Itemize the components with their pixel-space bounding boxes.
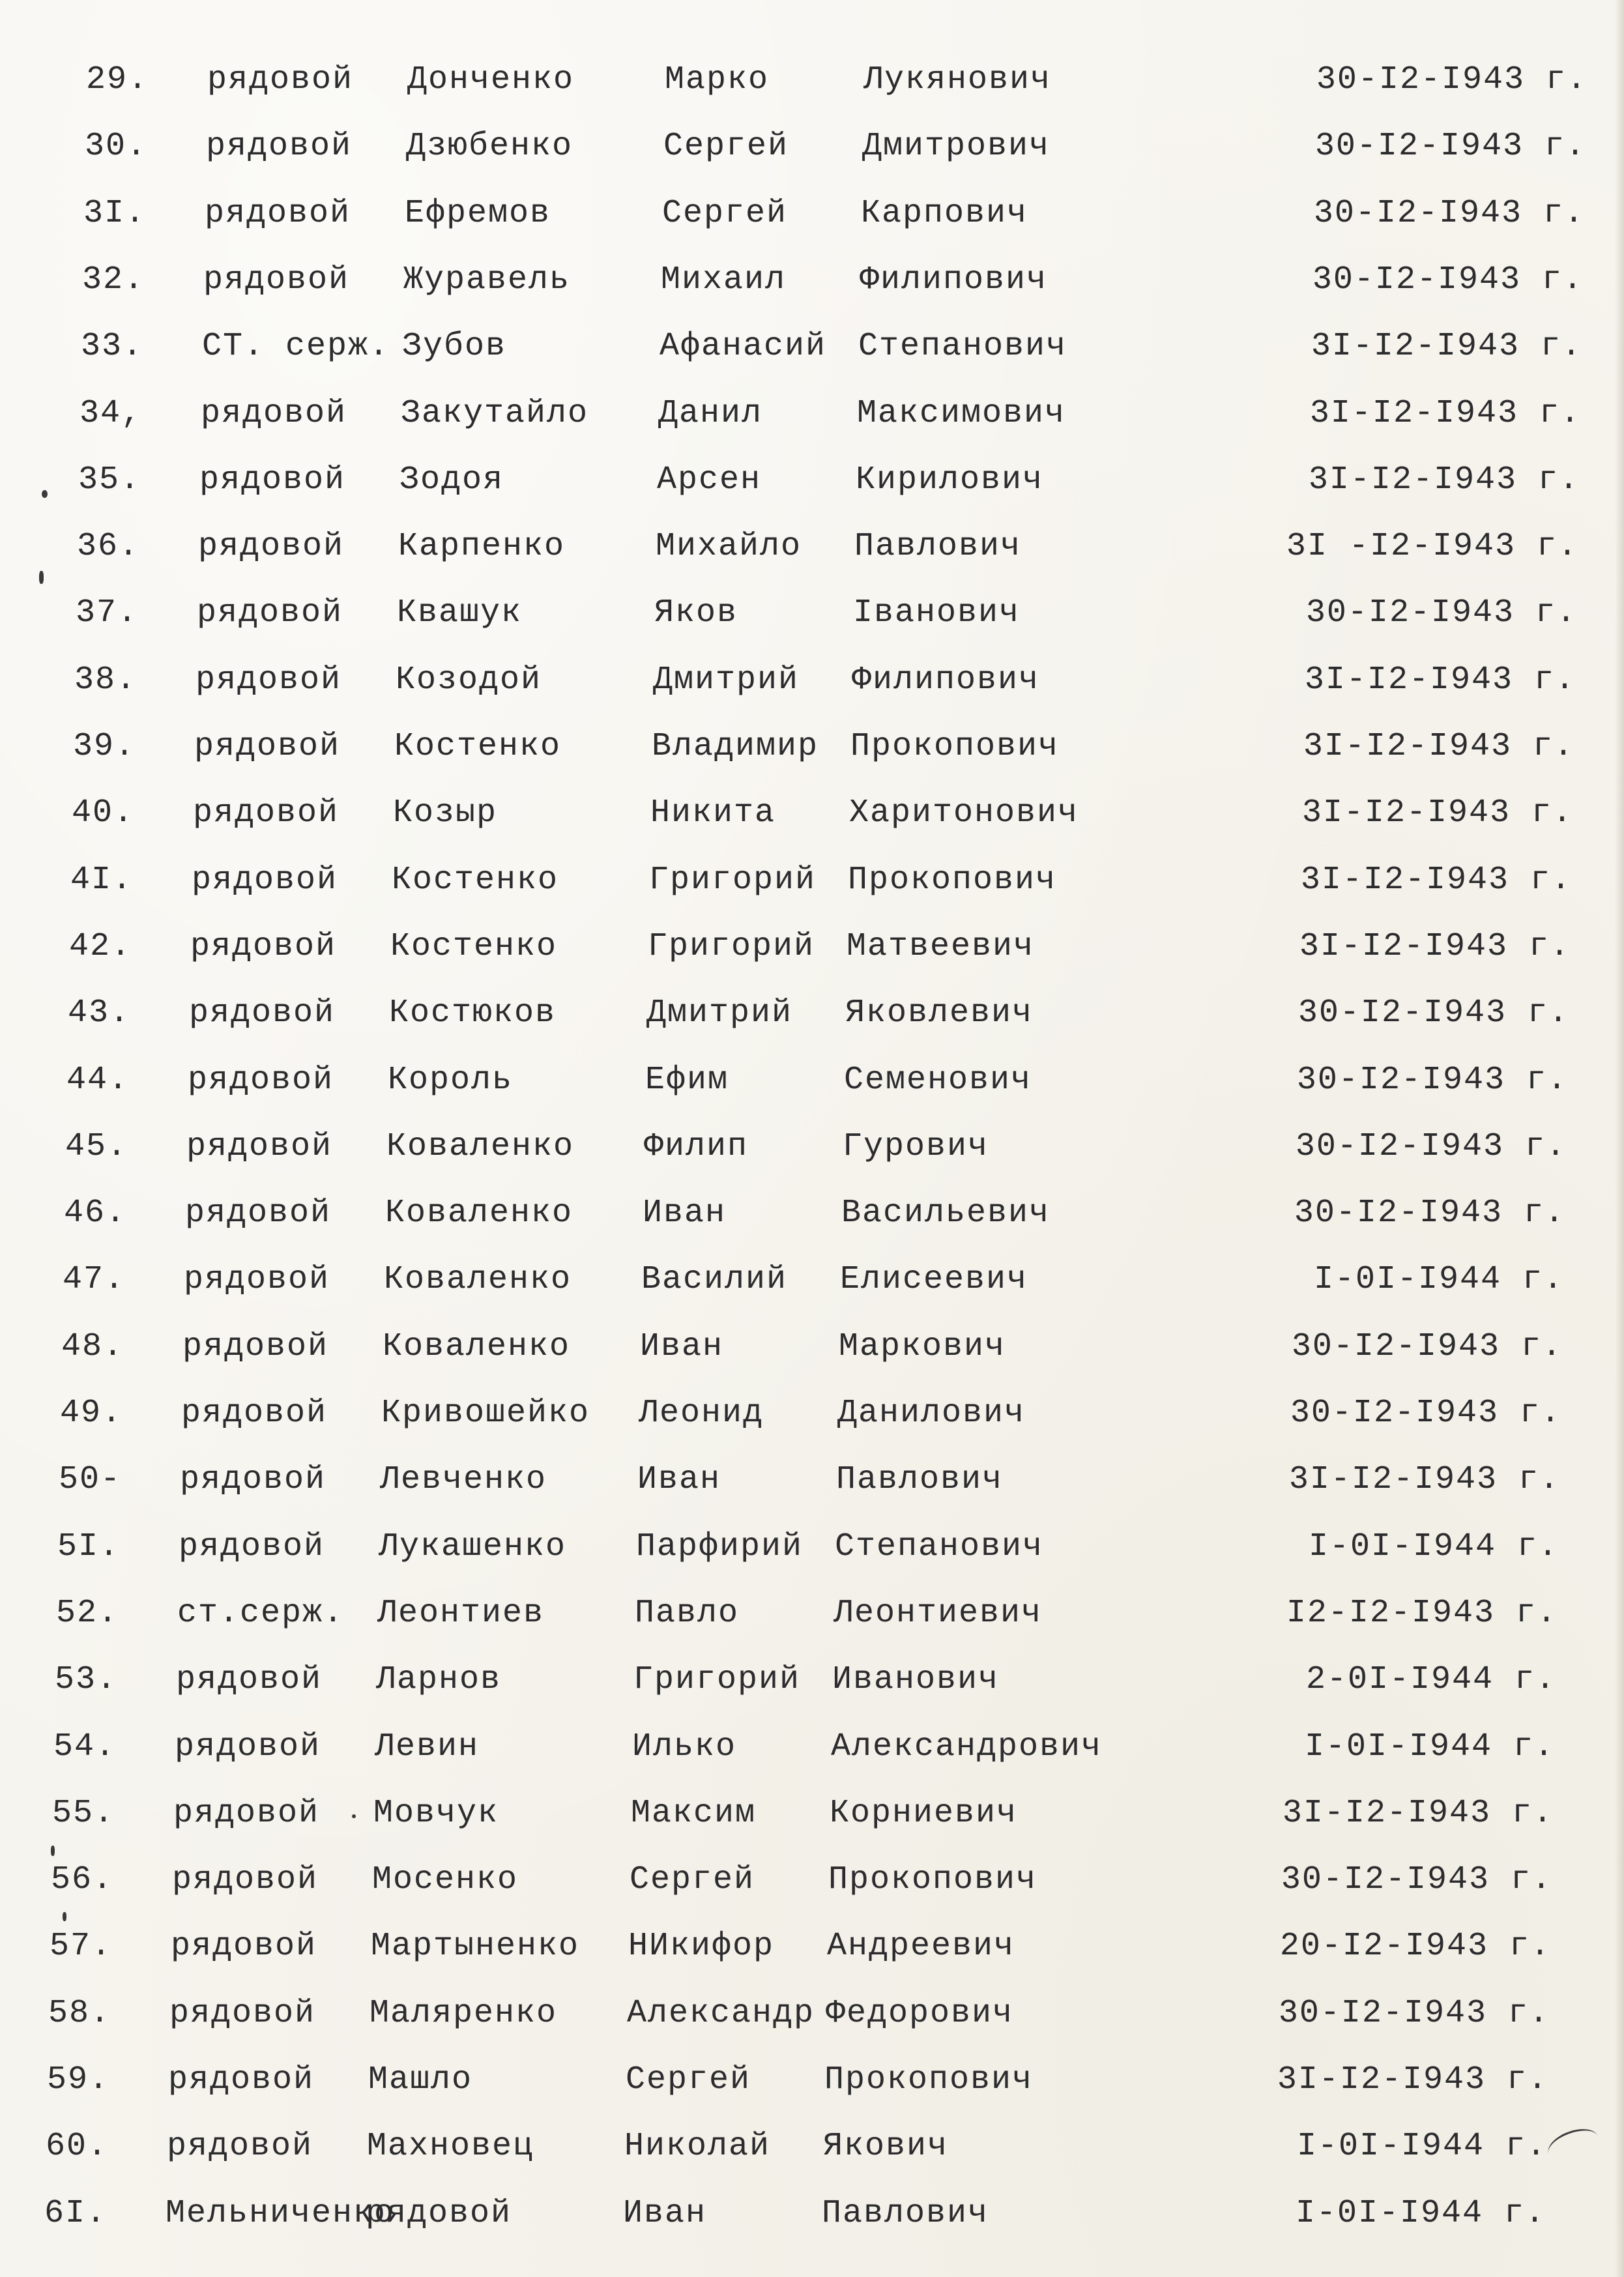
- surname: Карпенко: [398, 528, 566, 566]
- list-row: [0, 1851, 1589, 1909]
- surname: Донченко: [407, 61, 575, 98]
- patronymic: Лукянович: [863, 61, 1052, 98]
- surname: Коваленко: [384, 1261, 572, 1299]
- patronymic: Матвеевич: [847, 927, 1035, 965]
- first-name: Никита: [650, 794, 776, 832]
- row-number: 45.: [65, 1127, 128, 1165]
- date: 3I-I2-I943 г.: [1309, 394, 1581, 432]
- first-name: Павло: [635, 1594, 740, 1632]
- patronymic: Федорович: [826, 1994, 1014, 2032]
- list-row: [0, 1451, 1597, 1509]
- list-row: [0, 784, 1610, 843]
- surname: Костенко: [390, 927, 558, 965]
- first-name: Иван: [640, 1327, 724, 1365]
- row-number: 58.: [48, 1994, 111, 2032]
- first-name: Иван: [643, 1195, 727, 1232]
- date: 3I-I2-I943 г.: [1303, 728, 1574, 765]
- ink-speck: [63, 1912, 66, 1921]
- date: 3I-I2-I943 г.: [1282, 1794, 1554, 1832]
- surname: Костенко: [392, 861, 559, 899]
- rank: рядовой: [171, 1928, 317, 1965]
- list-row: [0, 384, 1617, 443]
- surname: Кривошейко: [381, 1395, 590, 1432]
- surname: Махновец: [367, 2128, 534, 2166]
- row-number: 52.: [56, 1594, 119, 1632]
- row-number: 48.: [61, 1327, 124, 1365]
- patronymic: Леонтиевич: [834, 1594, 1043, 1632]
- patronymic: Прокопович: [848, 861, 1057, 899]
- patronymic: Корниевич: [830, 1794, 1018, 1832]
- surname: Ларнов: [376, 1661, 502, 1699]
- row-number: 50-: [59, 1461, 122, 1499]
- surname: Мовчук: [373, 1794, 499, 1832]
- patronymic: Александрович: [831, 1728, 1103, 1765]
- list-row: [0, 851, 1608, 910]
- list-row: [0, 651, 1612, 710]
- list-row: [0, 1318, 1599, 1376]
- row-number: 32.: [82, 261, 145, 298]
- rank: рядовой: [184, 1261, 330, 1299]
- patronymic: Павлович: [822, 2194, 989, 2232]
- first-name: Леонид: [639, 1395, 764, 1432]
- first-name: Ефим: [645, 1061, 729, 1099]
- row-number: 55.: [52, 1794, 115, 1832]
- date: 30-I2-I943 г.: [1296, 1061, 1568, 1099]
- patronymic: Харитонович: [849, 794, 1079, 832]
- row-number: 49.: [60, 1395, 123, 1432]
- date: 3I-I2-I943 г.: [1300, 861, 1572, 899]
- row-number: 36.: [77, 528, 140, 566]
- surname: Коваленко: [383, 1327, 571, 1365]
- date: 30-I2-I943 г.: [1278, 1994, 1550, 2032]
- row-number: 47.: [63, 1261, 126, 1299]
- patronymic: Прокопович: [824, 2061, 1034, 2098]
- first-name: Николай: [624, 2128, 771, 2166]
- list-row: [0, 918, 1607, 976]
- list-row: [0, 184, 1621, 243]
- surname: Козодой: [396, 661, 542, 699]
- patronymic: Яковлевич: [845, 994, 1034, 1032]
- list-row: [0, 1118, 1603, 1176]
- rank: рядовой: [185, 1195, 332, 1232]
- surname: Коваленко: [386, 1127, 575, 1165]
- surname: Мартыненко: [371, 1928, 580, 1965]
- row-number: 56.: [51, 1861, 114, 1899]
- first-name: Дмитрий: [653, 661, 800, 699]
- list-row: [0, 1384, 1598, 1443]
- row-number: 33.: [81, 328, 144, 366]
- row-number: 34,: [80, 394, 143, 432]
- row-number: 35.: [78, 461, 141, 499]
- patronymic: Андреевич: [827, 1928, 1015, 1965]
- list-row: [0, 451, 1616, 510]
- surname: Костенко: [394, 728, 562, 765]
- list-row: [0, 251, 1620, 310]
- rank: рядовой: [193, 794, 340, 832]
- date: 3I -I2-I943 г.: [1286, 528, 1578, 566]
- patronymic: Маркович: [839, 1327, 1006, 1365]
- rank: рядовой: [179, 1528, 325, 1565]
- date: 30-I2-I943 г.: [1291, 1327, 1563, 1365]
- surname: Журавель: [403, 261, 571, 298]
- patronymic: Семенович: [844, 1061, 1032, 1099]
- rank: рядовой: [197, 594, 343, 632]
- date: 30-I2-I943 г.: [1312, 261, 1584, 298]
- row-number: 46.: [64, 1195, 127, 1232]
- list-row: [0, 2117, 1584, 2176]
- rank: рядовой: [188, 1061, 334, 1099]
- list-row: [0, 517, 1615, 576]
- patronymic: Данилович: [837, 1395, 1026, 1432]
- date: 30-I2-I943 г.: [1314, 128, 1586, 166]
- surname: Зубов: [402, 328, 507, 366]
- rank: рядовой: [181, 1395, 328, 1432]
- row-number: 60.: [46, 2128, 109, 2166]
- row-number: 5I.: [57, 1528, 121, 1565]
- first-name: Максим: [631, 1794, 757, 1832]
- row-number: 30.: [85, 128, 148, 166]
- rank: рядовой: [176, 1661, 323, 1699]
- ink-speck: [51, 1846, 55, 1856]
- first-name: Парфирий: [636, 1528, 804, 1565]
- first-name: Марко: [665, 61, 770, 98]
- first-name: Данил: [658, 394, 763, 432]
- date: 2-0I-I944 г.: [1305, 1661, 1556, 1699]
- date: 30-I2-I943 г.: [1281, 1861, 1552, 1899]
- first-name: Илько: [632, 1728, 737, 1765]
- row-number: 6I.: [44, 2194, 108, 2232]
- first-name: Иван: [637, 1461, 721, 1499]
- first-name: Арсен: [657, 461, 762, 499]
- first-name: Александр: [627, 1994, 815, 2032]
- rank: рядовой: [168, 2061, 315, 2098]
- rank: ст.серж.: [177, 1594, 345, 1632]
- date: 30-I2-I943 г.: [1316, 61, 1588, 98]
- list-row: [0, 718, 1611, 776]
- list-row: [0, 51, 1624, 109]
- row-number: 57.: [50, 1928, 113, 1965]
- patronymic: Елисеевич: [840, 1261, 1028, 1299]
- rank: рядовой: [207, 61, 354, 98]
- rank: рядовой: [198, 528, 345, 566]
- patronymic: Кирилович: [856, 461, 1044, 499]
- patronymic: Прокопович: [850, 728, 1060, 765]
- date: 30-I2-I943 г.: [1298, 994, 1569, 1032]
- list-row: [0, 1051, 1604, 1110]
- date: 30-I2-I943 г.: [1305, 594, 1577, 632]
- list-row: [0, 317, 1619, 376]
- first-name: Сергей: [626, 2061, 751, 2098]
- date: 3I-I2-I943 г.: [1288, 1461, 1560, 1499]
- surname: рядовой: [366, 2194, 512, 2232]
- row-number: 29.: [86, 61, 149, 98]
- row-number: 53.: [55, 1661, 118, 1699]
- row-number: 42.: [69, 927, 132, 965]
- patronymic: Филипович: [860, 261, 1048, 298]
- row-number: 40.: [72, 794, 135, 832]
- rank: СТ. серж.: [202, 328, 390, 366]
- patronymic: Карпович: [861, 194, 1028, 232]
- patronymic: Прокопович: [828, 1861, 1037, 1899]
- patronymic: Дмитрович: [862, 128, 1051, 166]
- patronymic: Степанович: [858, 328, 1067, 366]
- date: I-0I-I944 г.: [1304, 1728, 1555, 1765]
- patronymic: Максимович: [857, 394, 1066, 432]
- patronymic: Павлович: [854, 528, 1022, 566]
- date: 3I-I2-I943 г.: [1311, 328, 1582, 366]
- patronymic: Якович: [823, 2128, 949, 2166]
- first-name: Иван: [623, 2194, 707, 2232]
- rank: рядовой: [172, 1861, 319, 1899]
- date: 3I-I2-I943 г.: [1301, 794, 1573, 832]
- surname: Лукашенко: [379, 1528, 567, 1565]
- date: 30-I2-I943 г.: [1295, 1127, 1567, 1165]
- ink-speck: [42, 490, 48, 498]
- surname: Козыр: [393, 794, 498, 832]
- first-name: Яков: [654, 594, 738, 632]
- rank: рядовой: [201, 394, 347, 432]
- rank: рядовой: [203, 261, 350, 298]
- list-row: [0, 1984, 1586, 2043]
- rank: рядовой: [194, 728, 341, 765]
- date: I2-I2-I943 г.: [1286, 1594, 1558, 1632]
- first-name: Сергей: [662, 194, 788, 232]
- list-row: [0, 2184, 1582, 2243]
- first-name: НИкифор: [628, 1928, 775, 1965]
- list-row: [0, 1718, 1591, 1777]
- surname: Ефремов: [405, 194, 551, 232]
- rank: рядовой: [196, 661, 342, 699]
- row-number: 38.: [74, 661, 138, 699]
- surname: Зодоя: [399, 461, 504, 499]
- list-row: [0, 1184, 1602, 1243]
- first-name: Сергей: [663, 128, 789, 166]
- row-number: 39.: [73, 728, 136, 765]
- rank: рядовой: [173, 1794, 320, 1832]
- surname: Король: [388, 1061, 514, 1099]
- list-row: [0, 584, 1614, 643]
- patronymic: Степанович: [835, 1528, 1044, 1565]
- patronymic: Иванович: [832, 1661, 1000, 1699]
- rank: рядовой: [192, 861, 338, 899]
- surname: Дзюбенко: [406, 128, 573, 166]
- list-row: [0, 2051, 1585, 2110]
- rank: рядовой: [180, 1461, 326, 1499]
- list-row: [0, 1651, 1593, 1709]
- rank: рядовой: [182, 1327, 329, 1365]
- date: 3I-I2-I943 г.: [1304, 661, 1576, 699]
- first-name: Михаил: [661, 261, 787, 298]
- first-name: Григорий: [649, 861, 817, 899]
- first-name: Сергей: [630, 1861, 755, 1899]
- date: I-0I-I944 г.: [1296, 2128, 1547, 2166]
- list-row: [0, 1518, 1595, 1576]
- surname: Мосенко: [372, 1861, 519, 1899]
- row-number: 54.: [53, 1728, 117, 1765]
- first-name: Владимир: [652, 728, 819, 765]
- patronymic: Филипович: [852, 661, 1040, 699]
- first-name: Григорий: [633, 1661, 801, 1699]
- row-number: 43.: [68, 994, 131, 1032]
- date: 30-I2-I943 г.: [1290, 1395, 1561, 1432]
- rank: рядовой: [186, 1127, 333, 1165]
- first-name: Афанасий: [660, 328, 827, 366]
- rank: рядовой: [206, 128, 353, 166]
- date: 3I-I2-I943 г.: [1277, 2061, 1548, 2098]
- rank: рядовой: [189, 994, 336, 1032]
- rank: рядовой: [205, 194, 351, 232]
- rank: рядовой: [199, 461, 346, 499]
- date: 3I-I2-I943 г.: [1308, 461, 1580, 499]
- row-number: 44.: [66, 1061, 130, 1099]
- row-number: 4I.: [70, 861, 134, 899]
- date: 3I-I2-I943 г.: [1299, 927, 1571, 965]
- patronymic: Павлович: [836, 1461, 1004, 1499]
- first-name: Филип: [644, 1127, 749, 1165]
- surname: Закутайло: [401, 394, 589, 432]
- date: 20-I2-I943 г.: [1279, 1928, 1551, 1965]
- date: I-0I-I944 г.: [1313, 1261, 1564, 1299]
- first-name: Василий: [641, 1261, 788, 1299]
- surname: Левченко: [380, 1461, 547, 1499]
- patronymic: Васильевич: [841, 1195, 1051, 1232]
- list-row: [0, 117, 1623, 176]
- row-number: 3I.: [83, 194, 147, 232]
- ink-speck: [352, 1814, 356, 1818]
- surname: Квашук: [397, 594, 523, 632]
- rank: рядовой: [175, 1728, 321, 1765]
- date: I-0I-I944 г.: [1295, 2194, 1546, 2232]
- date: 30-I2-I943 г.: [1294, 1195, 1565, 1232]
- list-row: [0, 1584, 1594, 1643]
- surname: Костюков: [389, 994, 557, 1032]
- ink-speck: [39, 571, 44, 584]
- list-row: [0, 1784, 1590, 1843]
- rank: рядовой: [167, 2128, 313, 2166]
- row-number: 59.: [47, 2061, 110, 2098]
- rank: Мельниченко: [166, 2194, 396, 2232]
- list-row: [0, 1917, 1588, 1976]
- patronymic: Іванович: [853, 594, 1021, 632]
- date: 30-I2-I943 г.: [1313, 194, 1585, 232]
- rank: рядовой: [190, 927, 337, 965]
- surname: Машло: [368, 2061, 473, 2098]
- rank: рядовой: [169, 1994, 316, 2032]
- list-row: [0, 984, 1606, 1043]
- surname: Коваленко: [385, 1195, 573, 1232]
- first-name: Дмитрий: [646, 994, 793, 1032]
- list-row: [0, 1251, 1601, 1309]
- surname: Маляренко: [370, 1994, 558, 2032]
- row-number: 37.: [76, 594, 139, 632]
- date: I-0I-I944 г.: [1308, 1528, 1559, 1565]
- patronymic: Гурович: [843, 1127, 989, 1165]
- first-name: Михайло: [656, 528, 802, 566]
- first-name: Григорий: [648, 927, 815, 965]
- surname: Леонтиев: [377, 1594, 545, 1632]
- surname: Левин: [375, 1728, 480, 1765]
